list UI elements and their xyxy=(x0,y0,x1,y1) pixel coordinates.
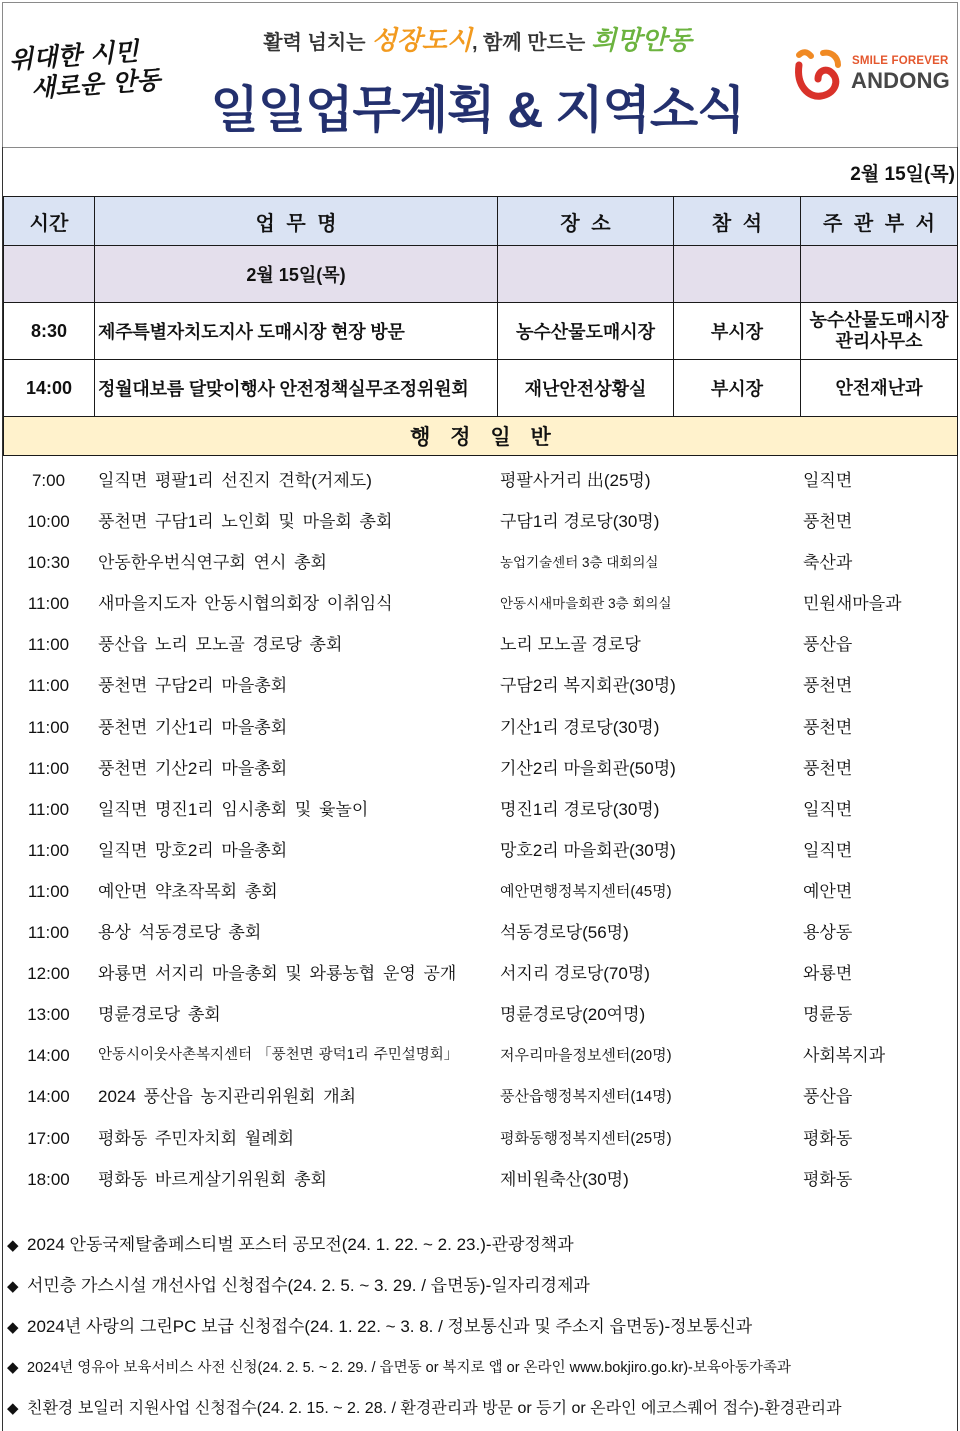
admin-time: 12:00 xyxy=(27,964,70,984)
admin-list-row xyxy=(3,789,957,830)
admin-list-row xyxy=(3,707,957,748)
admin-time: 11:00 xyxy=(27,717,70,737)
notice-text: 2024년 사랑의 그린PC 보급 신청접수(24. 1. 22. ~ 3. 8. / 정보통신과 및 주소지 읍면동)-정보통신과 xyxy=(27,1317,753,1336)
column-header-place: 장 소 xyxy=(498,197,674,246)
admin-time: 11:00 xyxy=(27,799,70,819)
admin-dept: 풍산읍 xyxy=(803,635,853,655)
admin-event: 안동시이웃사촌복지센터 「풍천면 광덕1리 주민설명회」 xyxy=(98,1047,459,1064)
logo-tagline: SMILE FOREVER xyxy=(852,55,949,67)
slogan-part2: , 함께 만드는 xyxy=(471,32,586,54)
row-dept: 농수산물도매시장 관리사무소 xyxy=(801,303,958,360)
admin-time: 17:00 xyxy=(27,1128,70,1148)
admin-event: 평화동 주민자치회 월례회 xyxy=(98,1128,295,1148)
row-attendee: 부시장 xyxy=(674,360,801,417)
admin-place: 구담2리 복지회관(30명) xyxy=(500,676,676,696)
admin-time: 11:00 xyxy=(27,923,70,943)
diamond-bullet-icon: ◆ xyxy=(7,1319,19,1336)
admin-dept: 예안면 xyxy=(803,881,853,901)
row-time: 14:00 xyxy=(4,360,95,417)
admin-time: 11:00 xyxy=(27,676,70,696)
admin-list-row xyxy=(3,1118,957,1159)
page-title: 일일업무계획 & 지역소식 xyxy=(210,82,745,138)
diamond-bullet-icon: ◆ xyxy=(7,1400,19,1417)
admin-time: 14:00 xyxy=(27,1087,70,1107)
admin-event: 2024 풍산읍 농지관리위원회 개최 xyxy=(98,1087,357,1107)
notice-text: 친환경 보일러 지원사업 신청접수(24. 2. 15. ~ 2. 28. / 환경관리과 방문 or 등기 or 온라인 에코스퀘어 접수)-환경관리과 xyxy=(27,1400,842,1417)
admin-event: 풍산읍 노리 모노골 경로당 총회 xyxy=(98,635,343,655)
admin-place: 평화동행정복지센터(25명) xyxy=(500,1129,672,1147)
diamond-bullet-icon: ◆ xyxy=(7,1278,19,1295)
logo-name: ANDONG xyxy=(851,68,950,93)
admin-dept: 평화동 xyxy=(803,1128,853,1148)
column-header-dept: 주 관 부 서 xyxy=(801,197,958,246)
admin-list-row xyxy=(3,953,957,994)
section-title: 행 정 일 반 xyxy=(4,417,958,456)
plan-table xyxy=(3,196,958,456)
admin-place: 평팔사거리 出(25명) xyxy=(500,471,651,490)
admin-dept: 용상동 xyxy=(803,923,853,943)
admin-list-row xyxy=(3,1076,957,1117)
admin-dept: 일직면 xyxy=(803,799,853,819)
admin-place: 구담1리 경로당(30명) xyxy=(500,512,660,532)
notice-text: 서민층 가스시설 개선사업 신청접수(24. 2. 5. ~ 3. 29. / 읍면동)-일자리경제과 xyxy=(27,1276,590,1295)
admin-time: 11:00 xyxy=(27,758,70,778)
diamond-bullet-icon: ◆ xyxy=(7,1237,19,1254)
row-dept: 안전재난과 xyxy=(801,360,958,417)
slogan-highlight-growth: 성장도시 xyxy=(371,25,472,55)
admin-list-row xyxy=(3,665,957,706)
admin-event: 명륜경로당 총회 xyxy=(98,1005,221,1025)
admin-event: 풍천면 기산2리 마을총회 xyxy=(98,758,288,778)
admin-event: 와룡면 서지리 마을총회 및 와룡농협 운영 공개 xyxy=(98,964,457,984)
admin-list-row xyxy=(3,501,957,542)
admin-dept: 와룡면 xyxy=(803,964,853,984)
admin-list-row xyxy=(3,994,957,1035)
admin-list-row xyxy=(3,1159,957,1200)
notice-text: 2024 안동국제탈춤페스티벌 포스터 공모전(24. 1. 22. ~ 2. 23.)-관광정책과 xyxy=(27,1235,574,1254)
row-time: 8:30 xyxy=(4,303,95,360)
admin-dept: 민원새마을과 xyxy=(803,594,902,614)
admin-dept: 명륜동 xyxy=(803,1005,853,1025)
column-header-task: 업 무 명 xyxy=(95,197,498,246)
date-row-empty xyxy=(4,246,95,303)
row-place: 재난안전상황실 xyxy=(498,360,674,417)
admin-place: 망호2리 마을회관(30명) xyxy=(500,840,676,860)
admin-event: 평화동 바르게살기위원회 총회 xyxy=(98,1169,327,1189)
table-header-row xyxy=(4,197,958,246)
admin-event: 용상 석동경로당 총회 xyxy=(98,923,262,943)
andong-smile-symbol-icon xyxy=(792,46,844,102)
notice-item xyxy=(7,1388,953,1429)
admin-list xyxy=(3,460,957,1200)
admin-time: 7:00 xyxy=(31,471,66,490)
date-row-date: 2월 15일(목) xyxy=(95,246,498,303)
admin-dept: 일직면 xyxy=(803,471,853,490)
admin-list-row xyxy=(3,748,957,789)
admin-place: 저우리마을정보센터(20명) xyxy=(500,1047,672,1065)
admin-time: 18:00 xyxy=(27,1169,70,1189)
admin-list-row xyxy=(3,830,957,871)
admin-dept: 풍천면 xyxy=(803,758,853,778)
admin-list-row xyxy=(3,1035,957,1076)
admin-dept: 일직면 xyxy=(803,840,853,860)
notice-item xyxy=(7,1224,953,1265)
admin-place: 명진1리 경로당(30명) xyxy=(500,799,660,819)
admin-time: 11:00 xyxy=(27,635,70,655)
admin-dept: 사회복지과 xyxy=(803,1046,886,1066)
admin-place: 기산2리 마을회관(50명) xyxy=(500,758,676,778)
admin-event: 일직면 망호2리 마을총회 xyxy=(98,840,288,860)
slogan-highlight-hope: 희망안동 xyxy=(591,25,692,55)
date-row-empty xyxy=(674,246,801,303)
notice-item xyxy=(7,1347,953,1388)
admin-dept: 평화동 xyxy=(803,1169,853,1189)
admin-place: 예안면행정복지센터(45명) xyxy=(500,882,672,900)
admin-time: 11:00 xyxy=(27,594,70,614)
column-header-time: 시간 xyxy=(4,197,95,246)
admin-event: 예안면 약초작목회 총회 xyxy=(98,881,278,901)
admin-event: 풍천면 구담1리 노인회 및 마을회 총회 xyxy=(98,512,393,532)
table-row xyxy=(4,360,958,417)
slogan-part1: 활력 넘치는 xyxy=(263,32,366,54)
notice-item xyxy=(7,1265,953,1306)
admin-event: 새마을지도자 안동시협의회장 이취임식 xyxy=(98,594,393,614)
admin-list-row xyxy=(3,912,957,953)
notice-item xyxy=(7,1306,953,1347)
admin-time: 10:00 xyxy=(27,512,70,532)
admin-time: 14:00 xyxy=(27,1046,70,1066)
admin-time: 13:00 xyxy=(27,1005,70,1025)
admin-time: 11:00 xyxy=(27,881,70,901)
admin-dept: 풍천면 xyxy=(803,512,853,532)
admin-list-row xyxy=(3,583,957,624)
row-task: 제주특별자치도지사 도매시장 현장 방문 xyxy=(95,303,498,360)
row-attendee: 부시장 xyxy=(674,303,801,360)
date-row-empty xyxy=(801,246,958,303)
admin-event: 풍천면 기산1리 마을총회 xyxy=(98,717,288,737)
row-place: 농수산물도매시장 xyxy=(498,303,674,360)
admin-list-row xyxy=(3,871,957,912)
admin-dept: 축산과 xyxy=(803,553,853,573)
admin-dept: 풍천면 xyxy=(803,717,853,737)
admin-place: 제비원축산(30명) xyxy=(500,1169,629,1189)
calligraphy-line2: 새로운 안동 xyxy=(30,65,162,104)
admin-place: 명륜경로당(20여명) xyxy=(500,1005,646,1025)
section-row xyxy=(4,417,958,456)
admin-list-row xyxy=(3,460,957,501)
admin-dept: 풍산읍 xyxy=(803,1087,853,1107)
admin-place: 서지리 경로당(70명) xyxy=(500,964,650,984)
admin-place: 안동시새마을회관 3층 회의실 xyxy=(500,596,672,612)
diamond-bullet-icon: ◆ xyxy=(7,1359,19,1376)
calligraphy-line1: 위대한 시민 xyxy=(8,36,140,75)
admin-list-row xyxy=(3,624,957,665)
notice-list xyxy=(7,1224,953,1429)
row-task: 정월대보름 달맞이행사 안전정책실무조정위원회 xyxy=(95,360,498,417)
admin-dept: 풍천면 xyxy=(803,676,853,696)
admin-event: 풍천면 구담2리 마을총회 xyxy=(98,676,288,696)
admin-event: 일직면 평팔1리 선진지 견학(거제도) xyxy=(98,471,372,490)
notice-text: 2024년 영유아 보육서비스 사전 신청(24. 2. 5. ~ 2. 29. / 읍면동 or 복지로 앱 or 온라인 www.bokjiro.go.kr)-보육아동가족과 xyxy=(27,1360,791,1376)
table-row xyxy=(4,303,958,360)
admin-place: 석동경로당(56명) xyxy=(500,923,629,943)
admin-list-row xyxy=(3,542,957,583)
admin-event: 일직면 명진1리 임시총회 및 윷놀이 xyxy=(98,799,369,819)
document-date: 2월 15일(목) xyxy=(850,164,955,185)
admin-place: 노리 모노골 경로당 xyxy=(500,635,641,655)
column-header-attendee: 참 석 xyxy=(674,197,801,246)
admin-place: 농업기술센터 3층 대회의실 xyxy=(500,555,659,571)
admin-time: 11:00 xyxy=(27,840,70,860)
admin-time: 10:30 xyxy=(27,553,70,573)
admin-event: 안동한우번식연구회 연시 총회 xyxy=(98,553,327,573)
date-row-empty xyxy=(498,246,674,303)
admin-place: 기산1리 경로당(30명) xyxy=(500,717,660,737)
admin-place: 풍산읍행정복지센터(14명) xyxy=(500,1088,672,1106)
table-date-row xyxy=(4,246,958,303)
